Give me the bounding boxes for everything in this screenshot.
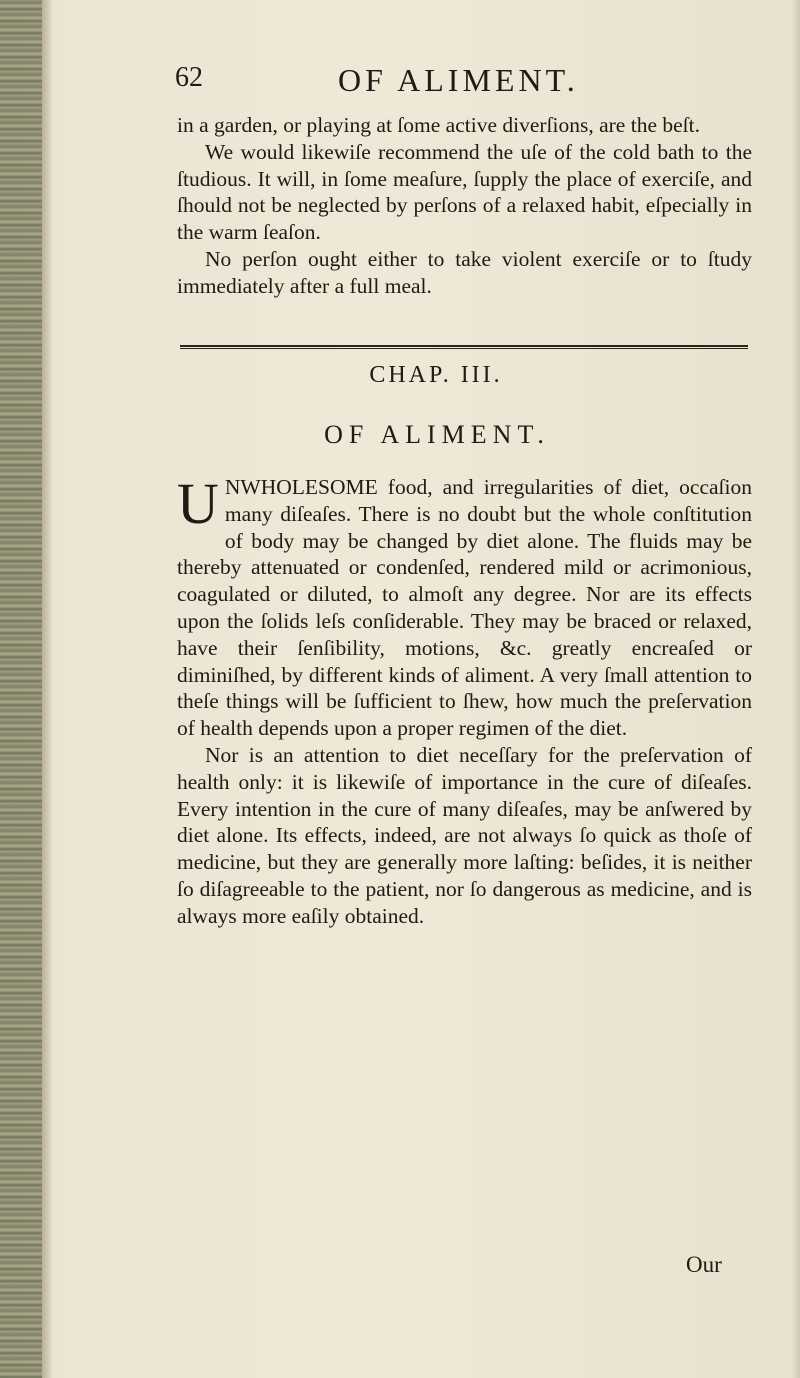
drop-cap: U (177, 471, 219, 536)
paragraph: No perſon ought either to take violent exerciſe or to ſtudy immediately after a full meal. (177, 246, 752, 298)
chapter-divider-rule (180, 345, 748, 349)
page-edge (792, 0, 800, 1378)
preceding-chapter-text (177, 112, 752, 300)
chapter-heading: CHAP. III. (369, 362, 503, 388)
paragraph: in a garden, or playing at ſome active diverſions, are the beſt. (177, 113, 700, 137)
page-number: 62 (175, 62, 203, 93)
catchword: Our (686, 1252, 722, 1277)
paragraph (177, 471, 752, 742)
running-title: OF ALIMENT. (338, 62, 579, 98)
paragraph: We would likewiſe recommend the uſe of the cold bath to the ſtudious. It will, in ſome meaſure, ſupply the place of exerciſe, and ſhould not be neglected by perſons of a relaxed habit, eſpecially in the warm ſeaſon. (177, 139, 752, 245)
chapter-body (177, 471, 752, 930)
gutter-shadow (42, 0, 52, 1378)
binding-gutter (0, 0, 42, 1378)
chapter-title: OF ALIMENT. (324, 420, 550, 449)
paragraph: Nor is an attention to diet neceſſary for the preſervation of health only: it is likewiſe of importance in the cure of diſeaſes. Every intention in the cure of many diſeaſes, may be anſwered by diet alone. Its effects, indeed, are not always ſo quick as thoſe of medicine, but they are generally more laſting: beſides, it is neither ſo diſagreeable to the patient, nor ſo dangerous as medicine, and is always more eaſily obtained. (177, 742, 752, 928)
page-header (175, 62, 735, 102)
paragraph-text: NWHOLESOME food, and irregularities of diet, occaſion many diſeaſes. There is no doubt but the whole conſtitution of body may be changed by diet alone. The fluids may be thereby attenuated or condenſed, rendered mild or acrimonious, coagulated or diluted, to almoſt any degree. Nor are its effects upon the ſolids leſs conſiderable. They may be braced or relaxed, have their ſenſibility, motions, &c. greatly encreaſed or diminiſhed, by different kinds of aliment. A very ſmall attention to theſe things will be ſufficient to ſhew, how much the preſervation of health depends upon a proper regimen of the diet. (177, 475, 752, 741)
